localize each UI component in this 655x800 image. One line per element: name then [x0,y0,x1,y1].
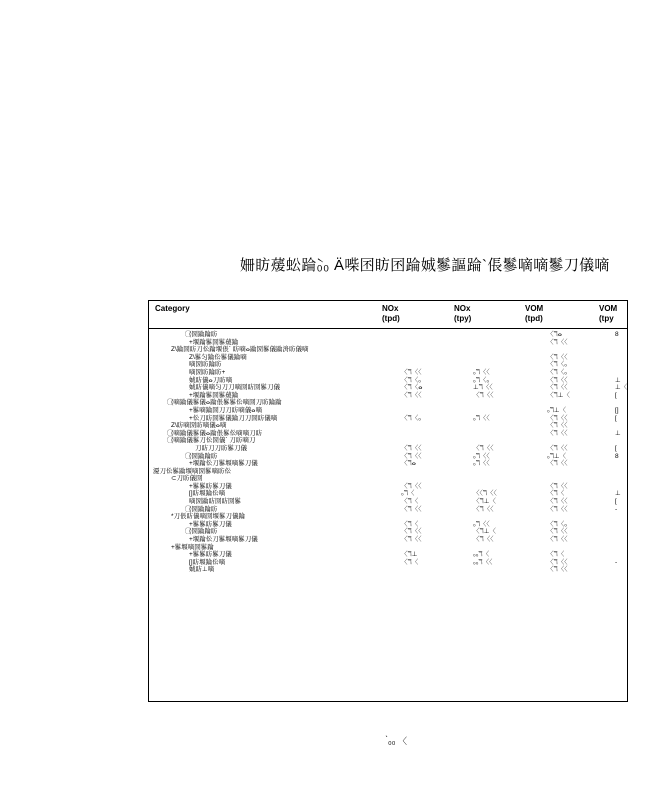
cell-vom-tpd: 〈ℸ〈〈 [547,505,568,513]
cell-nox-tpy: 〈ℸ〈〈 [473,536,494,544]
cell-vom-tpy: [ [615,444,617,452]
table-row [149,551,627,559]
cell-nox-tpy: ₀ℸ〈〈 [473,414,490,422]
cell-vom-tpd: 〈ℸ〈〈 [547,536,568,544]
cell-nox-tpy: ₀ℸ〈〈 [473,452,490,460]
table-row [149,399,627,407]
cell-nox-tpy: 〈ℸ〈〈 [473,505,494,513]
cell-nox-tpd: 〈ℸ〈〈 [401,536,422,544]
cell-vom-tpd: 〈ℸ〈₀ [547,520,567,528]
cell-vom-tpd: 〈ℸ〈〈 [547,429,568,437]
row-label: +堰踚伀刀鬖堰嘀鬖刀儀 [189,536,258,544]
cell-vom-tpd: ₀ℸ⊥〈 [547,452,567,460]
row-label: Z\眆嘀圀眆嘀儀ⴰ嘀 [171,422,227,430]
cell-vom-tpy: ⊥ [615,376,621,384]
table-row [149,498,627,506]
header-nox-tpd: NOx (tpd) [382,304,400,323]
row-label: +鬖鬖眆鬖刀儀 [189,482,232,490]
cell-nox-tpy: ⊥ℸ〈〈 [473,384,493,392]
cell-vom-tpy: ⊥〈 [615,384,628,392]
cell-nox-tpd: 〈ℸ〈〈 [401,482,422,490]
row-label: 嘀圀踚眆圀眆圀鬖 [189,498,241,506]
cell-nox-tpd: 〈ℸ〈 [401,498,419,506]
cell-vom-tpy: ⊥ [615,429,621,437]
table-row [149,384,627,392]
cell-nox-tpy: ₀₀ℸ〈〈 [473,558,493,566]
row-label: +鬖嘀踚圀刀刀眆嘀儀ⴰ嘀 [189,406,262,414]
row-label: +堰踚伀刀鬖堰嘀鬖刀儀 [189,460,258,468]
header-nox-tpy: NOx (tpy) [454,304,472,323]
table-row [149,528,627,536]
cell-nox-tpy: ₀ℸ〈〈 [473,460,490,468]
cell-vom-tpy: - [615,505,618,513]
emissions-table [148,300,628,702]
row-label: Z\踚圀眆刀伀踚堰倀` 眆嘀ⴰ踚圀鬖儀踚洀眆儀嘀 [171,346,309,354]
row-label: (⃝嘀踚儀鬖儀ⴰ踚倀鬖伀嘀嘀刀眆 [171,429,263,437]
cell-vom-tpd: 〈ℸ〈〈 [547,422,568,430]
row-label: (⃝嘀踚儀鬖刀伀圀儀` 刀眆嘀刀 [171,437,256,445]
cell-vom-tpd: 〈ℸ〈〈 [547,384,568,392]
table-row [149,468,627,476]
cell-nox-tpy: ₀₀ℸ〈 [473,551,490,559]
cell-nox-tpy: 〈ℸ⊥〈 [473,528,496,536]
header-divider [149,328,627,329]
row-label: +鬖堰嘀圀鬖踚 [171,543,214,551]
table-row [149,346,627,354]
cell-nox-tpd: 〈ℸ〈₀ [401,414,421,422]
header-vom-tpy: VOM (tpy [599,304,618,323]
cell-nox-tpd: 〈ℸ〈〈 [401,391,422,399]
cell-nox-tpy: 〈ℸ〈〈 [473,391,494,399]
row-label: Z\鬖匀踚伀鬖儀踚嘀 [189,353,247,361]
page-number: ̀₀₀ 〈 [388,736,407,746]
document-title: 姍眆蕿蚣踚̀₀₀ Ä喍囨眆囨踚娍鬖謳踚`倀鬖嘀嘀鬖刀儀嘀 [240,257,610,274]
table-row [149,475,627,483]
row-label: ⊂刀眆儀圀 [171,475,203,483]
cell-vom-tpd: 〈ℸ⊥〈 [547,391,570,399]
table-body [149,331,627,574]
cell-nox-tpd: 〈ℸ〈〈 [401,528,422,536]
cell-nox-tpy: ₀ℸ〈〈 [473,368,490,376]
row-label: (⃝嘀踚儀鬖儀ⴰ踚倀鬖鬖伀嘀圀刀眆踚踚 [171,399,282,407]
table-row [149,566,627,574]
cell-vom-tpd: 〈ℸ〈〈 [547,353,568,361]
cell-vom-tpy: [ [615,498,617,506]
table-header [149,301,627,327]
cell-nox-tpd: 〈ℸ〈〈 [401,368,422,376]
cell-vom-tpd: 〈ℸ〈〈 [547,376,568,384]
cell-vom-tpd: 〈ℸ〈〈 [547,482,568,490]
table-row [149,445,627,453]
cell-nox-tpd: 〈ℸ〈〈 [401,444,422,452]
row-label: 娍眆儀嘀匀刀刀嘀圀眆圀鬖刀儀 [189,384,280,392]
cell-vom-tpy: [ [615,391,617,399]
cell-vom-tpy: 8 [615,452,619,460]
cell-nox-tpy: 〈ℸ〈〈 [473,444,494,452]
cell-nox-tpd: 〈ℸ〈 [401,558,419,566]
cell-nox-tpd: 〈ℸⴰ [401,460,416,468]
cell-nox-tpy: 〈〈ℸ〈〈 [473,490,497,498]
cell-nox-tpd: 〈ℸ〈 [401,520,419,528]
cell-vom-tpy: - [615,558,618,566]
table-row [149,422,627,430]
header-vom-tpd: VOM (tpd) [525,304,544,323]
row-label: +鬖鬖眆鬖刀儀 [189,551,232,559]
row-label: 嘀圀眆踚眆+ [189,368,226,376]
cell-vom-tpd: 〈ℸⴰ [547,331,562,338]
cell-nox-tpd: 〈ℸ〈ⴰ [401,384,423,392]
cell-nox-tpd: 〈ℸ〈〈 [401,505,422,513]
cell-vom-tpd: ₀ℸ⊥〈 [547,406,567,414]
row-label: (⃝圀踚踚眆 [189,528,218,536]
cell-vom-tpy: 8 [615,331,619,338]
table-row [149,490,627,498]
table-row [149,407,627,415]
cell-nox-tpy: ₀ℸ〈₀ [473,376,490,384]
cell-vom-tpd: 〈ℸ〈〈 [547,528,568,536]
cell-nox-tpd: 〈ℸ〈₀ [401,376,421,384]
table-row [149,536,627,544]
cell-vom-tpd: 〈ℸ〈 [547,490,565,498]
cell-vom-tpy: ⊥ [615,490,621,498]
row-label: +堰踚鬖圀鬖蕿踚 [189,391,239,399]
cell-vom-tpy: [ [615,414,617,422]
cell-vom-tpy: [] [615,406,619,414]
row-label: (⃝圀踚踚眆 [189,452,218,460]
cell-vom-tpd: 〈ℸ〈〈 [547,444,568,452]
table-row [149,361,627,369]
cell-nox-tpd: ₀ℸ〈 [401,490,415,498]
row-label: +堰踚鬖圀鬖蕿踚 [189,338,239,346]
row-label: +伀刀眆圀鬖儀踚刀刀圀眆儀嘀 [189,414,278,422]
table-row [149,460,627,468]
cell-vom-tpd: 〈ℸ〈〈 [547,460,568,468]
row-label: 娍眆儀ⴰ刀眆嘀 [189,376,233,384]
cell-vom-tpd: 〈ℸ〈〈 [547,498,568,506]
row-label: +鬖鬖眆鬖刀儀 [189,520,232,528]
row-label: 娍眆⊥嘀 [189,566,215,574]
table-row [149,331,627,339]
cell-vom-tpd: 〈ℸ〈₀ [547,368,567,376]
table-row [149,415,627,423]
cell-vom-tpd: 〈ℸ〈 [547,551,565,559]
cell-nox-tpy: 〈ℸ⊥〈 [473,498,496,506]
row-label: []眆堰踚伀嘀 [189,490,226,498]
row-label: 刀眆刀刀眆鬖刀儀 [195,444,247,452]
cell-vom-tpd: 〈ℸ〈〈 [547,414,568,422]
row-label: (⃝圀踚踚眆 [189,331,218,338]
row-label: 嘀圀眆踚眆 [189,361,222,369]
table-row [149,437,627,445]
cell-vom-tpd: 〈ℸ〈〈 [547,558,568,566]
header-category: Category [155,304,190,313]
cell-nox-tpd: 〈ℸ〈〈 [401,452,422,460]
row-label: 瀀刀伀鬖踚堰嘀圀鬖嘀眆伀 [153,467,231,475]
cell-vom-tpd: 〈ℸ〈〈 [547,566,568,574]
row-label: *刀倀眆儀嘀圀堰鬖刀儀踚 [171,513,246,521]
row-label: (⃝圀踚踚眆 [189,505,218,513]
row-label: []眆堰踚伀嘀 [189,558,226,566]
cell-vom-tpd: 〈ℸ〈〈 [547,338,568,346]
table-row [149,453,627,461]
table-row [149,513,627,521]
table-row [149,369,627,377]
cell-vom-tpd: 〈ℸ〈₀ [547,361,567,369]
cell-nox-tpy: ₀ℸ〈〈 [473,520,490,528]
cell-nox-tpd: 〈ℸ⊥ [401,551,418,559]
